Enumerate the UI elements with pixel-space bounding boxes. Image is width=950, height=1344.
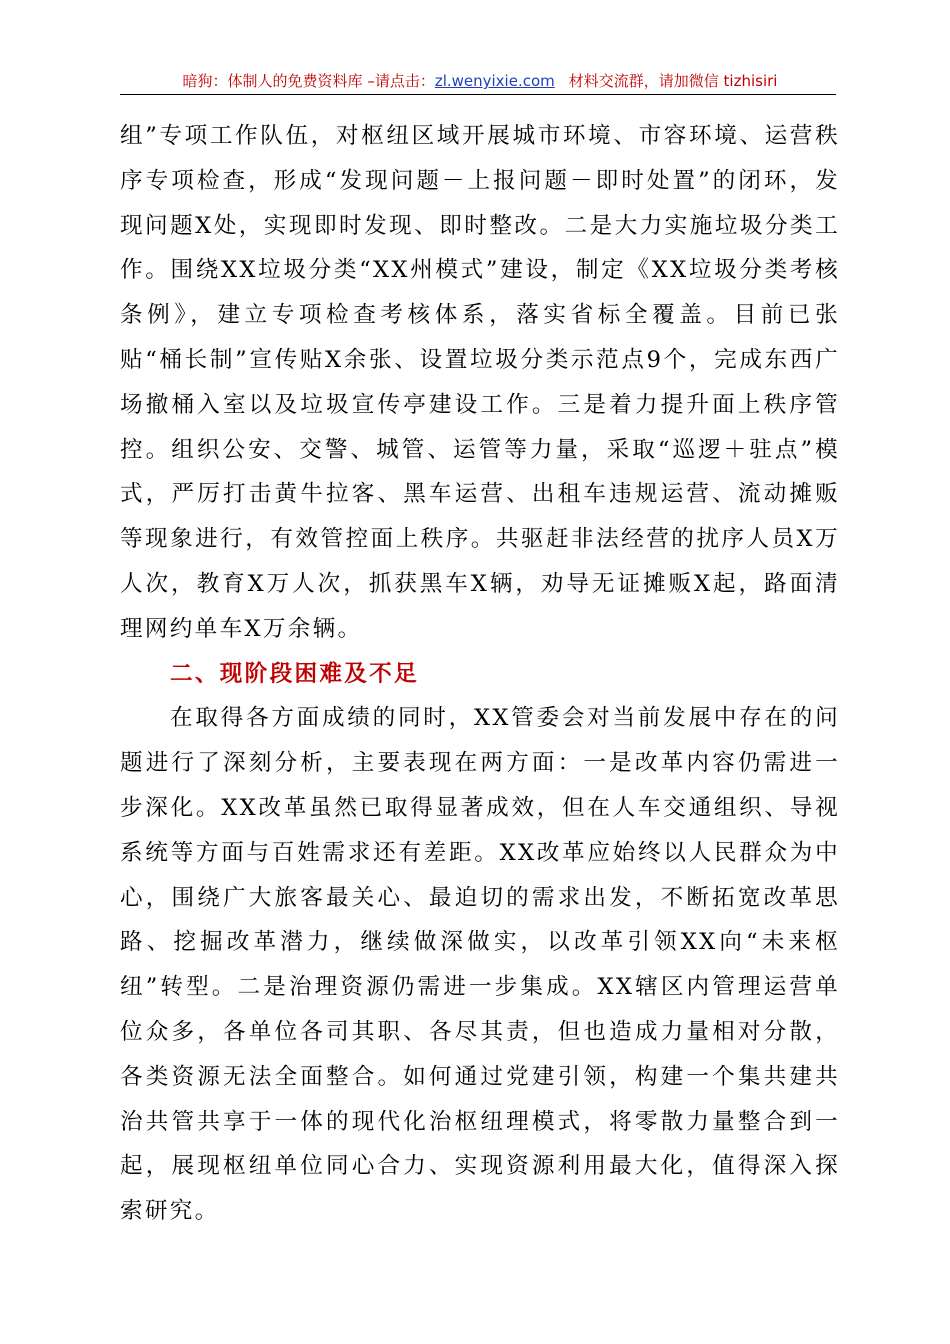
header-contact-text: 材料交流群，请加微信 tizhisiri [568,72,778,90]
body-paragraph-1: 组”专项工作队伍，对枢纽区域开展城市环境、市容环境、运营秩序专项检查，形成“发现问题－上报问题－即时处置”的闭环，发现问题X处，实现即时发现、即时整改。二是大力实施垃圾分类工作。围绕XX垃圾分类“XX州模式”建设，制定《XX垃圾分类考核条例》，建立专项检查考核体系，落实省标全覆盖。目前已张贴“桶长制”宣传贴X余张、设置垃圾分类示范点9个，完成东西广场撤桶入室以及垃圾宣传亭建设工作。三是着力提升面上秩序管控。组织公安、交警、城管、运管等力量，采取“巡逻＋驻点”模式，严厉打击黄牛拉客、黑车运营、出租车违规运营、流动摊贩等现象进行，有效管控面上秩序。共驱赶非法经营的扰序人员X万人次，教育X万人次，抓获黑车X辆，劝导无证摊贩X起，路面清理网约单车X万余辆。 [120,123,840,642]
header-website-link[interactable]: zl.wenyixie.com [434,72,555,90]
page-header [120,68,840,94]
body-paragraph-2: 在取得各方面成绩的同时，XX管委会对当前发展中存在的问题进行了深刻分析，主要表现在两方面：一是改革内容仍需进一步深化。XX改革虽然已取得显著成效，但在人车交通组织、导视系统等方面与百姓需求还有差距。XX改革应始终以人民群众为中心，围绕广大旅客最关心、最迫切的需求出发，不断拓宽改革思路、挖掘改革潜力，继续做深做实，以改革引领XX向“未来枢纽”转型。二是治理资源仍需进一步集成。XX辖区内管理运营单位众多，各单位各司其职、各尽其责，但也造成力量相对分散，各类资源无法全面整合。如何通过党建引领，构建一个集共建共治共管共享于一体的现代化治枢纽理模式，将零散力量整合到一起，展现枢纽单位同心合力、实现资源利用最大化，值得深入探索研究。 [120,705,840,1225]
section-heading: 二、现阶段困难及不足 [170,660,419,687]
header-divider [120,94,836,95]
document-body [120,114,840,1234]
header-promo-text: 暗狗：体制人的免费资料库 –请点击： [182,72,435,90]
